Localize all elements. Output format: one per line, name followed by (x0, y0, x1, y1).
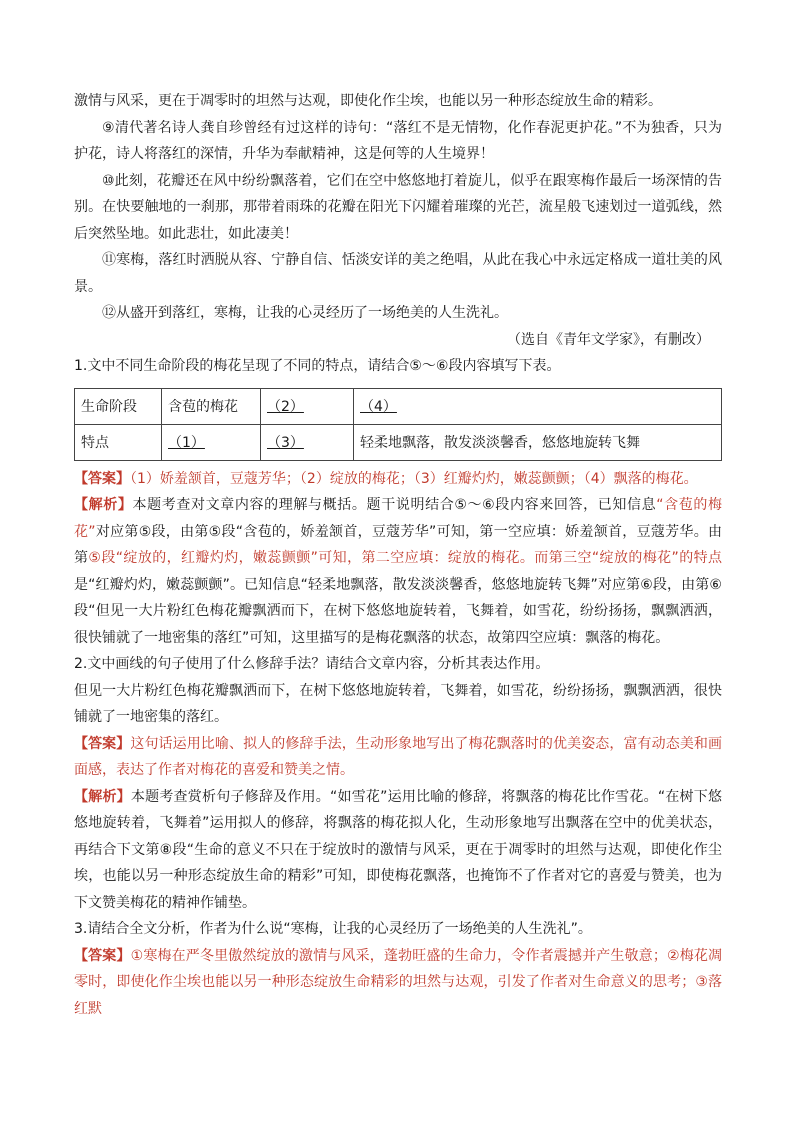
q3-answer (74, 943, 722, 1023)
q1-answer (74, 466, 722, 493)
answer-text: 这句话运用比喻、拟人的修辞手法，生动形象地写出了梅花飘落时的优美姿态，富有动态美和画面感，表达了作者对梅花的喜爱和赞美之情。 (74, 735, 723, 778)
question-3: 3.请结合全文分析，作者为什么说“寒梅，让我的心灵经历了一场绝美的人生洗礼”。 (74, 921, 592, 937)
paragraph-9: ⑨清代著名诗人龚自珍曾经有过这样的诗句：“落红不是无情物，化作春泥更护花。”不为独香，只为护花，诗人将落红的深情，升华为奉献精神，这是何等的人生境界！ (74, 119, 722, 162)
table-cell (354, 388, 722, 424)
question-1: 1.文中不同生命阶段的梅花呈现了不同的特点，请结合⑤～⑥段内容填写下表。 (74, 358, 561, 374)
paragraph-11: ⑪寒梅，落红时洒脱从容、宁静自信、恬淡安详的美之绝唱，从此在我心中永远定格成一道壮美的风景。 (74, 252, 722, 295)
blank-2: （2） (267, 399, 304, 415)
table-cell: 生命阶段 (75, 388, 162, 424)
answer-tag: 【答案】 (74, 470, 130, 487)
document-page (74, 88, 722, 1022)
paragraph-10: ⑩此刻，花瓣还在风中纷纷飘落着，它们在空中悠悠地打着旋儿，似乎在跟寒梅作最后一场深情的告别。在快要触地的一刹那，那带着雨珠的花瓣在阳光下闪耀着璀璨的光芒，流星般飞速划过一道弧线，然后突然坠地。如此悲壮，如此凄美！ (74, 172, 722, 242)
underlined-quote: 但见一大片粉红色梅花瓣飘洒而下，在树下悠悠地旋转着，飞舞着，如雪花，纷纷扬扬，飘飘洒洒，很快铺就了一地密集的落红。 (74, 682, 722, 725)
answer-text: （1）娇羞颔首，豆蔻芳华；（2）绽放的梅花；（3）红瓣灼灼，嫩蕊颤颤；（4）飘落的梅花。 (130, 470, 698, 487)
table-cell (162, 424, 261, 460)
answer-tag: 【答案】 (74, 947, 131, 964)
analysis-text: 本题考查对文章内容的理解与概括。题干说明结合⑤～⑥段内容来回答，已知信息 (132, 497, 657, 513)
table-cell: 特点 (75, 424, 162, 460)
answer-tag: 【答案】 (74, 735, 131, 752)
blank-4: （4） (360, 399, 397, 415)
q1-analysis (74, 492, 722, 651)
table-row (75, 388, 722, 424)
analysis-tag: 【解析】 (74, 788, 131, 805)
table-row (75, 424, 722, 460)
analysis-text: 是“红瓣灼灼，嫩蕊颤颤”。已知信息“轻柔地飘落，散发淡淡馨香，悠悠地旋转飞舞”对应第⑥段，由第⑥段“但见一大片粉红色梅花瓣飘洒而下，在树下悠悠地旋转着，飞舞着，如雪花，纷纷扬扬，飘飘洒洒，很快铺就了一地密集的落红”可知，这里描写的是梅花飘落的状态，故第四空应填：飘落的梅花。 (74, 576, 722, 646)
question-2: 2.文中画线的句子使用了什么修辞手法？请结合文章内容，分析其表达作用。 (74, 656, 550, 672)
table-cell (261, 424, 354, 460)
blank-3: （3） (267, 435, 304, 451)
analysis-text: 对应第⑤段，由第⑤段“含苞的，娇羞颔首，豆蔻芳华”可知，第一空应填：娇羞颔首，豆蔻芳华。由第 (74, 523, 722, 566)
answer-table (74, 388, 722, 461)
table-cell: 轻柔地飘落，散发淡淡馨香，悠悠地旋转飞舞 (354, 424, 722, 460)
analysis-text: 本题考查赏析句子修辞及作用。“如雪花”运用比喻的修辞，将飘落的梅花比作雪花。“在树下悠悠地旋转着，飞舞着”运用拟人的修辞，将飘落的梅花拟人化，生动形象地写出飘落在空中的优美状态，再结合下文第⑧段“生命的意义不只在于绽放时的激情与风采，更在于凋零时的坦然与达观，即使化作尘埃，也能以另一种形态绽放生命的精彩”可知，即使梅花飘落，也掩饰不了作者对它的喜爱与赞美，也为下文赞美梅花的精神作铺垫。 (74, 788, 722, 911)
analysis-tag: 【解析】 (74, 497, 133, 513)
paragraph-12: ⑫从盛开到落红，寒梅，让我的心灵经历了一场绝美的人生洗礼。 (102, 305, 508, 321)
analysis-highlight: “含苞的梅花” (74, 497, 722, 540)
table-cell (261, 388, 354, 424)
source-note: （选自《青年文学家》，有删改） (507, 331, 710, 348)
q2-analysis (74, 784, 722, 917)
answer-text: ①寒梅在严冬里傲然绽放的激情与风采，蓬勃旺盛的生命力，令作者震撼并产生敬意；②梅花凋零时，即使化作尘埃也能以另一种形态绽放生命精彩的坦然与达观，引发了作者对生命意义的思考；③落红默 (74, 947, 723, 1017)
q2-answer (74, 731, 722, 784)
table-cell: 含苞的梅花 (162, 388, 261, 424)
paragraph-8-continued: 激情与风采，更在于凋零时的坦然与达观，即使化作尘埃，也能以另一种形态绽放生命的精彩。 (74, 93, 662, 109)
blank-1: （1） (168, 435, 205, 451)
analysis-highlight: ⑤段“绽放的，红瓣灼灼，嫩蕊颤颤”可知，第二空应填：绽放的梅花。而第三空“绽放的梅花”的特点 (88, 550, 723, 566)
